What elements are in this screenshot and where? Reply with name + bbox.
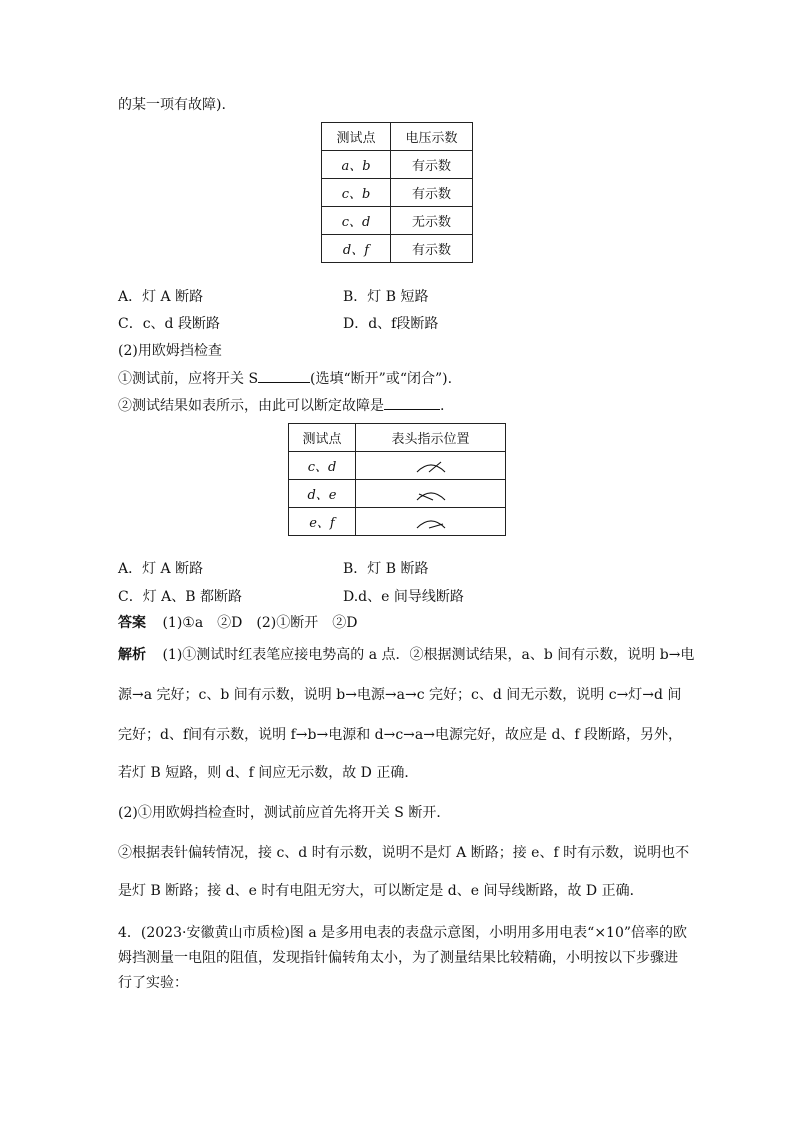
- reading-cell: 有示数: [391, 235, 473, 263]
- table-row: [289, 452, 506, 480]
- meter-position-cell: [356, 452, 506, 480]
- part2-question-1: [118, 368, 452, 389]
- analysis-line: (2)①用欧姆挡检查时，测试前应首先将开关 S 断开．: [118, 805, 451, 821]
- analysis-label: 解析: [118, 647, 146, 663]
- analysis-line: [118, 645, 694, 665]
- meter-needle-left-icon: [414, 485, 448, 503]
- table-header-cell: 电压示数: [391, 123, 473, 151]
- test-point-cell: d、e: [289, 480, 356, 508]
- table-header-cell: 测试点: [289, 424, 356, 452]
- meter-position-cell: [356, 480, 506, 508]
- table-row: [289, 508, 506, 536]
- test-point-cell: a、b: [322, 151, 391, 179]
- option-c: C．灯 A、B 都断路: [118, 589, 243, 605]
- table-header-row: [322, 123, 473, 151]
- part2-question-2: [118, 395, 444, 416]
- question-4-line: 姆挡测量一电阻的阻值，发现指针偏转角太小，为了测量结果比较精确，小明按以下步骤进: [118, 950, 678, 966]
- answer-label: 答案: [118, 615, 146, 631]
- analysis-line: 完好；d、f间有示数，说明 f→b→电源和 d→c→a→电源完好，故应是 d、f 段断路，另外，: [118, 727, 683, 743]
- option-b: B．灯 B 短路: [343, 289, 429, 305]
- table-header-row: [289, 424, 506, 452]
- test-point-cell: c、b: [322, 179, 391, 207]
- test-point-cell: e、f: [289, 508, 356, 536]
- test-point-cell: d、f: [322, 235, 391, 263]
- answer-blank: [384, 395, 440, 410]
- reading-cell: 有示数: [391, 151, 473, 179]
- analysis-text: (1)①测试时红表笔应接电势高的 a 点．②根据测试结果，a、b 间有示数，说明 b→电: [162, 647, 695, 663]
- table-header-cell: 测试点: [322, 123, 391, 151]
- table-row: [322, 235, 473, 263]
- table-row: [322, 151, 473, 179]
- option-a: A．灯 A 断路: [118, 561, 204, 577]
- meter-needle-right-icon: [414, 513, 448, 531]
- reading-cell: 无示数: [391, 207, 473, 235]
- question-text: .: [440, 398, 445, 414]
- option-a: A．灯 A 断路: [118, 289, 204, 305]
- question-text: ②测试结果如表所示，由此可以断定故障是: [118, 398, 384, 414]
- answer-blank: [258, 368, 310, 383]
- part2-title: (2)用欧姆挡检查: [118, 343, 222, 359]
- voltage-test-table: [321, 122, 473, 263]
- option-d: D.d、e 间导线断路: [343, 589, 464, 605]
- table-row: [322, 179, 473, 207]
- question-4-line: 4．(2023·安徽黄山市质检)图 a 是多用电表的表盘示意图，小明用多用电表“×10”倍率的欧: [118, 925, 688, 941]
- question-text: (选填“断开”或“闭合”).: [310, 371, 453, 387]
- test-point-cell: c、d: [322, 207, 391, 235]
- ohmmeter-test-table: [288, 423, 506, 536]
- intro-text: 的某一项有故障).: [118, 97, 226, 113]
- table-row: [289, 480, 506, 508]
- option-b: B．灯 B 断路: [343, 561, 429, 577]
- answer-text: (1)①a ②D (2)①断开 ②D: [162, 615, 358, 631]
- question-text: ①测试前，应将开关 S: [118, 371, 259, 387]
- meter-position-cell: [356, 508, 506, 536]
- meter-needle-right-icon: [414, 457, 448, 475]
- question-4-line: 行了实验：: [118, 975, 188, 991]
- table-header-cell: 表头指示位置: [356, 424, 506, 452]
- option-c: C．c、d 段断路: [118, 316, 220, 332]
- test-point-cell: c、d: [289, 452, 356, 480]
- analysis-line: 源→a 完好；c、b 间有示数，说明 b→电源→a→c 完好；c、d 间无示数，说明 c→灯→d 间: [118, 687, 682, 703]
- analysis-line: 若灯 B 短路，则 d、f 间应无示数，故 D 正确．: [118, 765, 419, 781]
- analysis-line: ②根据表针偏转情况，接 c、d 时有示数，说明不是灯 A 断路；接 e、f 时有示数，说明也不: [118, 845, 690, 861]
- answer-line: [118, 613, 357, 633]
- table-row: [322, 207, 473, 235]
- analysis-line: 是灯 B 断路；接 d、e 时有电阻无穷大，可以断定是 d、e 间导线断路，故 D 正确．: [118, 883, 644, 899]
- reading-cell: 有示数: [391, 179, 473, 207]
- option-d: D．d、f段断路: [343, 316, 439, 332]
